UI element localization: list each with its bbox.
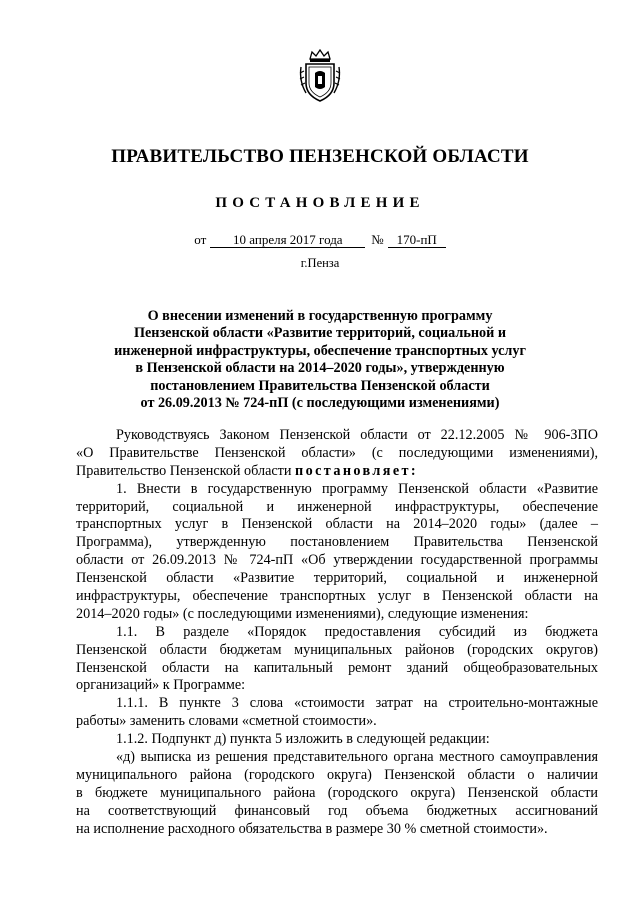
body-line: «О Правительстве Пензенской области» (с последующими изменениями),: [76, 444, 598, 461]
body-line: 1. Внести в государственную программу Пензенской области «Развитие: [116, 480, 598, 497]
body-line: организаций» к Программе:: [76, 677, 246, 694]
document-number: 170-пП: [388, 233, 446, 248]
body-line: Пензенской области на капитальный ремонт зданий общеобразовательных: [76, 659, 598, 676]
body-line: 2014–2020 годы» (с последующими изменениями), следующие изменения:: [76, 605, 529, 622]
document-date: 10 апреля 2017 года: [210, 233, 365, 248]
title-line: постановлением Правительства Пензенской области: [150, 377, 490, 394]
body-line: инфраструктуры, обеспечение транспортных услуг в Пензенской области на: [76, 588, 598, 605]
body-line: транспортных услуг в Пензенской области на 2014–2020 годы» (далее –: [76, 516, 598, 533]
title-line: от 26.09.2013 № 724-пП (с последующими изменениями): [140, 395, 500, 412]
coat-of-arms-icon: [298, 49, 342, 103]
body-line: [76, 463, 598, 481]
title-line: инженерной инфраструктуры, обеспечение транспортных услуг: [114, 342, 526, 359]
title-line: Пензенской области «Развитие территорий, социальной и: [133, 325, 507, 342]
body-line: работы» заменить словами «сметной стоимости».: [76, 713, 377, 730]
body-line: муниципального района (городского округа) Пензенской области о наличии: [76, 766, 598, 783]
title-line: в Пензенской области на 2014–2020 годы», утвержденную: [135, 360, 505, 377]
body-line: территорий, социальной и инженерной инфраструктуры, обеспечение: [76, 498, 598, 515]
organization-name: ПРАВИТЕЛЬСТВО ПЕНЗЕНСКОЙ ОБЛАСТИ: [111, 146, 529, 167]
body-line: Программа), утвержденную постановлением Правительства Пензенской: [76, 534, 598, 551]
body-line: Руководствуясь Законом Пензенской области от 22.12.2005 № 906-ЗПО: [116, 427, 598, 443]
body-line: Пензенской области «Развитие территорий, социальной и инженерной: [76, 570, 598, 587]
body-line: на соответствующий финансовый год объема бюджетных ассигнований: [76, 802, 598, 819]
body-line: на исполнение расходного обязательства в размере 30 % сметной стоимости».: [76, 820, 548, 837]
body-text: Правительство Пензенской области: [76, 462, 292, 479]
body-line: «д) выписка из решения представительного органа местного самоуправления: [116, 749, 598, 766]
document-type: ПОСТАНОВЛЕНИЕ: [215, 195, 425, 211]
body-line: в бюджете муниципального района (городского округа) Пензенской области: [76, 784, 598, 801]
city: г.Пенза: [300, 256, 340, 270]
document-body: [76, 427, 598, 838]
document-title: [90, 308, 550, 412]
body-line: области от 26.09.2013 № 724-пП «Об утверждении государственной программы: [76, 552, 598, 569]
title-line: О внесении изменений в государственную программу: [147, 308, 493, 324]
body-line: 1.1.2. Подпункт д) пункта 5 изложить в следующей редакции:: [116, 731, 490, 748]
body-line: Пензенской области бюджетам муниципальных районов (городских округов): [76, 641, 598, 658]
date-prefix: от: [194, 232, 207, 247]
body-line: 1.1.1. В пункте 3 слова «стоимости затрат на строительно-монтажные: [116, 695, 598, 712]
resolves-word: постановляет:: [295, 462, 419, 479]
date-number-line: [0, 232, 640, 248]
number-sign: №: [371, 232, 384, 247]
body-line: 1.1. В разделе «Порядок предоставления субсидий из бюджета: [116, 623, 598, 640]
